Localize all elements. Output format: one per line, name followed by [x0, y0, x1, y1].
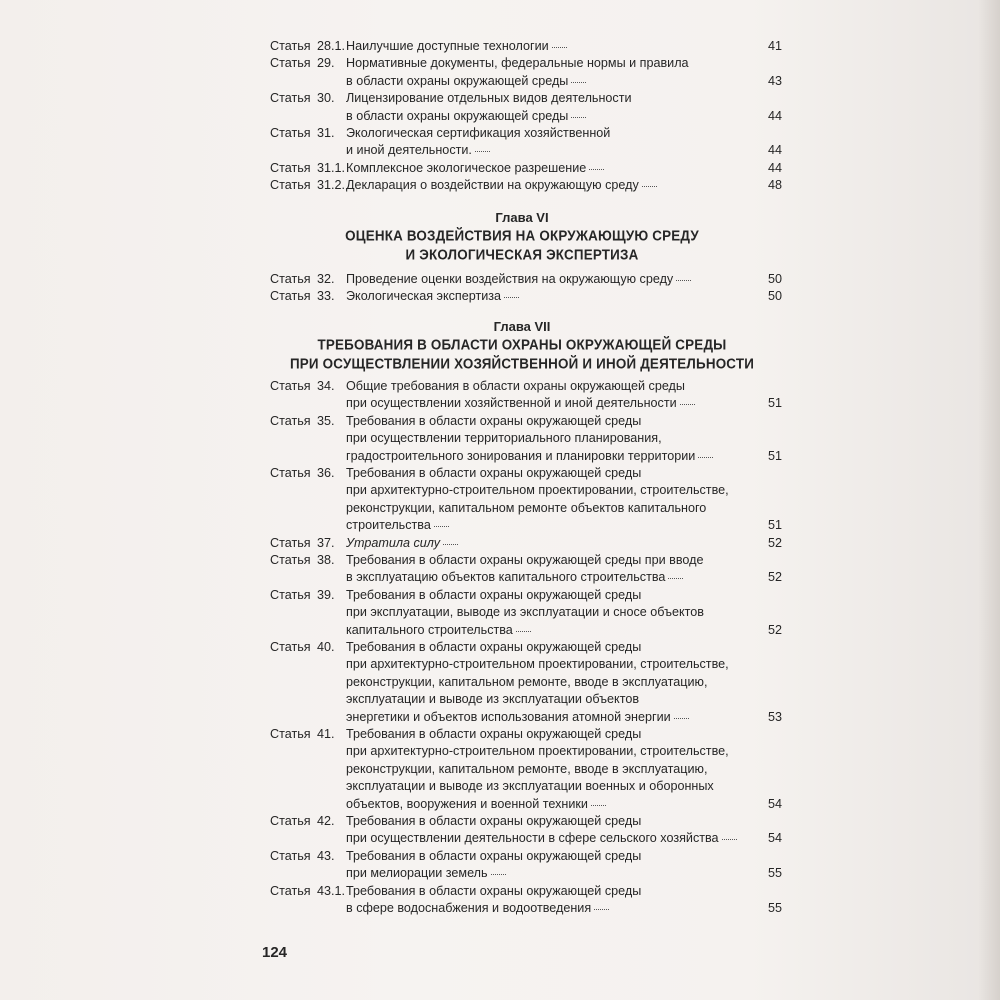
article-title-line: Утратила силу	[346, 535, 741, 552]
article-title-line: при эксплуатации, выводе из эксплуатации и сносе объектов	[346, 605, 704, 620]
leader-dots	[676, 279, 691, 281]
leader-dots	[589, 168, 604, 170]
article-label: Статья	[270, 883, 311, 898]
leader-dots	[680, 403, 695, 405]
page-ref: 52	[767, 570, 782, 585]
article-title-line: Общие требования в области охраны окружающей среды	[346, 379, 685, 393]
toc-entry[interactable]	[262, 413, 782, 465]
article-title-line: Требования в области охраны окружающей среды	[346, 848, 642, 863]
article-title-line: эксплуатации и выводе из эксплуатации объектов	[346, 692, 640, 707]
article-title	[346, 38, 741, 55]
article-title-line: реконструкции, капитальном ремонте, вводе в эксплуатацию,	[346, 761, 708, 776]
article-title-line: Наилучшие доступные технологии	[346, 38, 741, 55]
toc-entry[interactable]	[262, 813, 782, 848]
article-title	[346, 813, 741, 848]
article-title-line: в эксплуатацию объектов капитального строительства	[346, 569, 741, 586]
article-label: Статья	[270, 814, 311, 828]
article-title-line: Проведение оценки воздействия на окружающую среду	[346, 271, 741, 288]
chapter-heading	[262, 336, 782, 353]
article-title-line: эксплуатации и выводе из эксплуатации военных и оборонных	[346, 779, 714, 794]
article-title	[346, 535, 741, 552]
chapter-heading-line: ТРЕБОВАНИЯ В ОБЛАСТИ ОХРАНЫ ОКРУЖАЮЩЕЙ СРЕДЫ	[317, 336, 727, 353]
article-title	[346, 177, 741, 194]
article-title-line: при архитектурно-строительном проектировании, строительстве,	[346, 744, 729, 759]
article-label: Статья	[270, 413, 311, 428]
toc-entry[interactable]	[262, 90, 782, 125]
article-title	[346, 413, 741, 465]
article-title-line: Требования в области охраны окружающей среды	[346, 413, 642, 428]
article-label: Статья	[270, 379, 311, 393]
article-number: 31.1.	[317, 160, 346, 175]
chapter-heading	[262, 227, 782, 244]
article-number: 39.	[317, 587, 335, 602]
article-title-line: Лицензирование отдельных видов деятельности	[346, 91, 632, 106]
article-number: 32.	[317, 272, 335, 286]
toc-entry[interactable]	[262, 552, 782, 587]
chapter-heading-line: И ЭКОЛОГИЧЕСКАЯ ЭКСПЕРТИЗА	[405, 245, 639, 263]
article-title-line: объектов, вооружения и военной техники	[346, 796, 741, 813]
article-title	[346, 726, 741, 813]
article-title	[346, 125, 741, 160]
toc-entry[interactable]	[262, 55, 782, 90]
article-label: Статья	[270, 640, 311, 654]
article-title-line: Комплексное экологическое разрешение	[346, 160, 741, 177]
article-title-line: реконструкции, капитальном ремонте объектов капитального	[346, 500, 707, 515]
article-title-line: при архитектурно-строительном проектировании, строительстве,	[346, 657, 729, 672]
article-label: Статья	[270, 848, 311, 863]
article-title-line: Требования в области охраны окружающей среды	[346, 587, 642, 602]
chapter-label: Глава VI	[495, 210, 549, 225]
article-number: 36.	[317, 466, 335, 480]
toc-entry[interactable]	[262, 465, 782, 535]
article-title-line: Нормативные документы, федеральные нормы и правила	[346, 56, 689, 71]
article-number: 29.	[317, 56, 335, 71]
article-title-line: реконструкции, капитальном ремонте, вводе в эксплуатацию,	[346, 674, 708, 689]
article-label: Статья	[270, 289, 311, 304]
article-title-line: Требования в области охраны окружающей среды	[346, 640, 642, 654]
page-ref: 52	[767, 535, 782, 550]
article-title	[346, 848, 741, 883]
article-title	[346, 160, 741, 177]
article-label: Статья	[270, 160, 311, 175]
article-title-line: и иной деятельности.	[346, 142, 741, 159]
leader-dots	[552, 46, 567, 48]
article-label: Статья	[270, 91, 311, 106]
article-label: Статья	[270, 587, 311, 602]
page-ref: 44	[767, 160, 782, 175]
article-title-line: строительства	[346, 517, 741, 534]
article-title-line: в сфере водоснабжения и водоотведения	[346, 900, 741, 917]
leader-dots	[722, 838, 737, 840]
page-ref: 43	[767, 73, 782, 88]
leader-dots	[674, 717, 689, 719]
leader-dots	[434, 525, 449, 527]
article-title	[346, 465, 741, 535]
chapter-heading	[262, 355, 782, 372]
leader-dots	[504, 296, 519, 298]
article-number: 43.	[317, 848, 335, 863]
article-number: 28.1.	[317, 39, 346, 53]
leader-dots	[571, 116, 586, 118]
article-number: 38.	[317, 553, 335, 567]
article-number: 35.	[317, 413, 335, 428]
article-number: 43.1.	[317, 883, 346, 898]
page-ref: 44	[767, 143, 782, 158]
page-ref: 55	[767, 866, 782, 881]
toc-entry[interactable]	[262, 535, 782, 552]
article-number: 33.	[317, 289, 335, 304]
article-title-line: капитального строительства	[346, 622, 741, 639]
article-title	[346, 271, 741, 288]
leader-dots	[594, 908, 609, 910]
leader-dots	[698, 456, 713, 458]
page-ref: 54	[767, 831, 782, 846]
toc-entry[interactable]	[262, 378, 782, 413]
article-label: Статья	[270, 727, 311, 741]
page-gutter-shadow	[978, 0, 1000, 1000]
article-label: Статья	[270, 178, 311, 193]
article-title	[346, 883, 741, 918]
article-title-line: Экологическая экспертиза	[346, 288, 741, 305]
article-title-line: Требования в области охраны окружающей среды	[346, 727, 642, 741]
article-title-line: Требования в области охраны окружающей среды при вводе	[346, 553, 704, 567]
article-title-line: при архитектурно-строительном проектировании, строительстве,	[346, 483, 729, 498]
page-number: 124	[262, 944, 288, 961]
article-title	[346, 90, 741, 125]
article-number: 34.	[317, 379, 335, 393]
toc-entry[interactable]	[262, 177, 782, 194]
article-title-line: в области охраны окружающей среды	[346, 108, 741, 125]
leader-dots	[443, 543, 458, 545]
leader-dots	[475, 150, 490, 152]
page-ref: 53	[767, 709, 782, 724]
page-ref: 48	[767, 178, 782, 193]
article-title-line: при осуществлении деятельности в сфере сельского хозяйства	[346, 830, 741, 847]
article-title	[346, 378, 741, 413]
toc-entry[interactable]	[262, 271, 782, 288]
chapter-heading-line: ОЦЕНКА ВОЗДЕЙСТВИЯ НА ОКРУЖАЮЩУЮ СРЕДУ	[345, 227, 699, 244]
article-number: 40.	[317, 640, 335, 654]
article-label: Статья	[270, 56, 311, 71]
leader-dots	[571, 81, 586, 83]
article-label: Статья	[270, 535, 311, 550]
page-ref: 44	[767, 108, 782, 123]
article-title-line: Требования в области охраны окружающей среды	[346, 814, 642, 828]
toc-entry[interactable]	[262, 726, 782, 813]
toc-entry[interactable]	[262, 883, 782, 918]
article-title-line: Декларация о воздействии на окружающую среду	[346, 177, 741, 194]
article-label: Статья	[270, 126, 311, 140]
page-ref: 52	[767, 622, 782, 637]
article-title-line: градостроительного зонирования и планировки территории	[346, 448, 741, 465]
article-title-line: энергетики и объектов использования атомной энергии	[346, 709, 741, 726]
leader-dots	[516, 630, 531, 632]
page-ref: 50	[767, 289, 782, 304]
article-number: 42.	[317, 814, 335, 828]
article-number: 41.	[317, 727, 335, 741]
toc-entry[interactable]	[262, 160, 782, 177]
article-title	[346, 639, 741, 726]
toc-entry[interactable]	[262, 288, 782, 305]
page-ref: 50	[767, 272, 782, 286]
article-title-line: Экологическая сертификация хозяйственной	[346, 126, 611, 140]
article-label: Статья	[270, 466, 311, 480]
article-title	[346, 552, 741, 587]
article-title-line: Требования в области охраны окружающей среды	[346, 883, 642, 898]
article-title-line: Требования в области охраны окружающей среды	[346, 466, 642, 480]
page-ref: 51	[767, 518, 782, 533]
article-title	[346, 55, 741, 90]
toc-entry[interactable]	[262, 639, 782, 726]
article-number: 37.	[317, 535, 335, 550]
toc-entry[interactable]	[262, 125, 782, 160]
leader-dots	[642, 185, 657, 187]
toc-entry[interactable]	[262, 38, 782, 55]
article-title	[346, 288, 741, 305]
page-ref: 55	[767, 900, 782, 915]
leader-dots	[491, 873, 506, 875]
chapter-heading	[262, 246, 782, 263]
page-ref: 51	[767, 448, 782, 463]
leader-dots	[591, 804, 606, 806]
article-label: Статья	[270, 272, 311, 286]
article-number: 31.2.	[317, 178, 346, 193]
page-ref: 41	[767, 39, 782, 53]
chapter-heading-line: ПРИ ОСУЩЕСТВЛЕНИИ ХОЗЯЙСТВЕННОЙ И ИНОЙ ДЕЯТЕЛЬНОСТИ	[289, 354, 755, 372]
article-label: Статья	[270, 553, 311, 567]
page-ref: 51	[767, 396, 782, 411]
leader-dots	[668, 577, 683, 579]
toc-entry[interactable]	[262, 587, 782, 639]
article-label: Статья	[270, 39, 311, 53]
article-number: 31.	[317, 126, 335, 140]
article-title-line: при мелиорации земель	[346, 865, 741, 882]
article-title	[346, 587, 741, 639]
toc-entry[interactable]	[262, 848, 782, 883]
article-title-line: в области охраны окружающей среды	[346, 73, 741, 90]
article-title-line: при осуществлении хозяйственной и иной деятельности	[346, 395, 741, 412]
chapter-label: Глава VII	[493, 319, 551, 334]
article-number: 30.	[317, 91, 335, 106]
article-title-line: при осуществлении территориального планирования,	[346, 431, 662, 446]
page-ref: 54	[767, 796, 782, 811]
